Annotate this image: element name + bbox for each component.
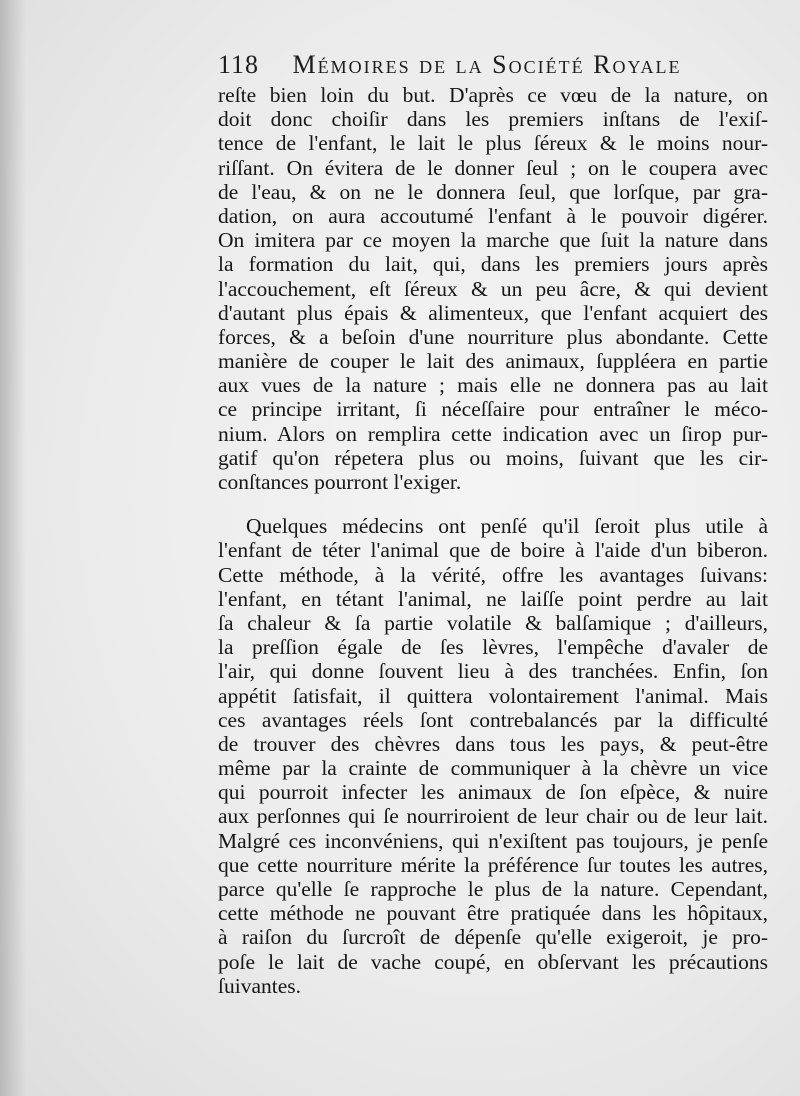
text-line: dation, on aura accoutumé l'enfant à le pouvoir digérer. — [218, 203, 768, 228]
text-line: de l'eau, & on ne le donnera ſeul, que lorſque, par gra- — [218, 179, 768, 204]
text-line: ſa chaleur & ſa partie volatile & balſamique ; d'ailleurs, — [218, 610, 768, 635]
text-line: aux vues de la nature ; mais elle ne donnera pas au lait — [218, 373, 768, 398]
text-line: reſte bien loin du but. D'après ce vœu de la nature, on — [218, 83, 768, 107]
page-number: 118 — [218, 50, 260, 79]
text-line: ce principe irritant, ſi néceſſaire pour entraîner le méco- — [218, 397, 768, 422]
text-line: tence de l'enfant, le lait le plus ſéreux & le moins nour- — [218, 131, 768, 156]
text-line: On imitera par ce moyen la marche que ſuit la nature dans — [218, 228, 768, 253]
paragraph-1 — [218, 83, 768, 494]
text-line: de trouver des chèvres dans tous les pays, & peut-être — [218, 731, 768, 756]
text-line: l'accouchement, eſt ſéreux & un peu âcre, & qui devient — [218, 276, 768, 301]
text-line: que cette nourriture mérite la préférence ſur toutes les autres, — [218, 852, 768, 877]
paragraph-spacing — [218, 494, 768, 514]
text-line: d'autant plus épais & alimenteux, que l'enfant acquiert des — [218, 300, 768, 325]
text-line: conſtances pourront l'exiger. — [218, 470, 462, 494]
paragraph-2 — [218, 514, 768, 998]
text-line: poſe le lait de vache coupé, en obſervant les précautions — [218, 949, 768, 974]
text-line: la preſſion égale de ſes lèvres, l'empêche d'avaler de — [218, 635, 768, 660]
text-line: manière de couper le lait des animaux, ſuppléera en partie — [218, 349, 768, 374]
text-line: ſuivantes. — [218, 973, 301, 998]
text-line: appétit ſatisfait, il quittera volontairement l'animal. Mais — [218, 683, 768, 708]
text-line: ces avantages réels ſont contrebalancés par la difficulté — [218, 707, 768, 732]
text-line: doit donc choiſir dans les premiers inſtans de l'exiſ- — [218, 107, 768, 132]
text-line: même par la crainte de communiquer à la chèvre un vice — [218, 756, 768, 781]
body-text — [218, 83, 768, 998]
text-line: l'enfant, en tétant l'animal, ne laiſſe point perdre au lait — [218, 586, 768, 611]
text-line: qui pourroit infecter les animaux de ſon eſpèce, & nuire — [218, 780, 768, 805]
text-line: nium. Alors on remplira cette indication avec un ſirop pur- — [218, 421, 768, 446]
text-line: Cette méthode, à la vérité, offre les avantages ſuivans: — [218, 562, 768, 587]
text-line: Malgré ces inconvéniens, qui n'exiſtent pas toujours, je penſe — [218, 828, 768, 853]
text-line: parce qu'elle ſe rapproche le plus de la nature. Cependant, — [218, 877, 768, 901]
text-line: gatif qu'on répetera plus ou moins, ſuivant que les cir- — [218, 445, 768, 470]
text-line: aux perſonnes qui ſe nourriroient de leur chair ou de leur lait. — [218, 804, 768, 829]
text-line: cette méthode ne pouvant être pratiquée dans les hôpitaux, — [218, 901, 768, 926]
binding-shadow — [0, 0, 26, 1096]
text-line: Quelques médecins ont penſé qu'il ſeroit plus utile à — [246, 514, 768, 539]
running-title: Mémoires de la Société Royale — [292, 50, 682, 79]
text-line: l'enfant de téter l'animal que de boire à l'aide d'un biberon. — [218, 538, 768, 563]
text-line: à raiſon du ſurcroît de dépenſe qu'elle exigeroit, je pro- — [218, 925, 768, 950]
text-line: forces, & a beſoin d'une nourriture plus abondante. Cette — [218, 324, 768, 349]
text-line: l'air, qui donne ſouvent lieu à des tranchées. Enfin, ſon — [218, 659, 768, 684]
text-line: riſſant. On évitera de le donner ſeul ; on le coupera avec — [218, 155, 768, 180]
text-line: la formation du lait, qui, dans les premiers jours après — [218, 252, 768, 277]
